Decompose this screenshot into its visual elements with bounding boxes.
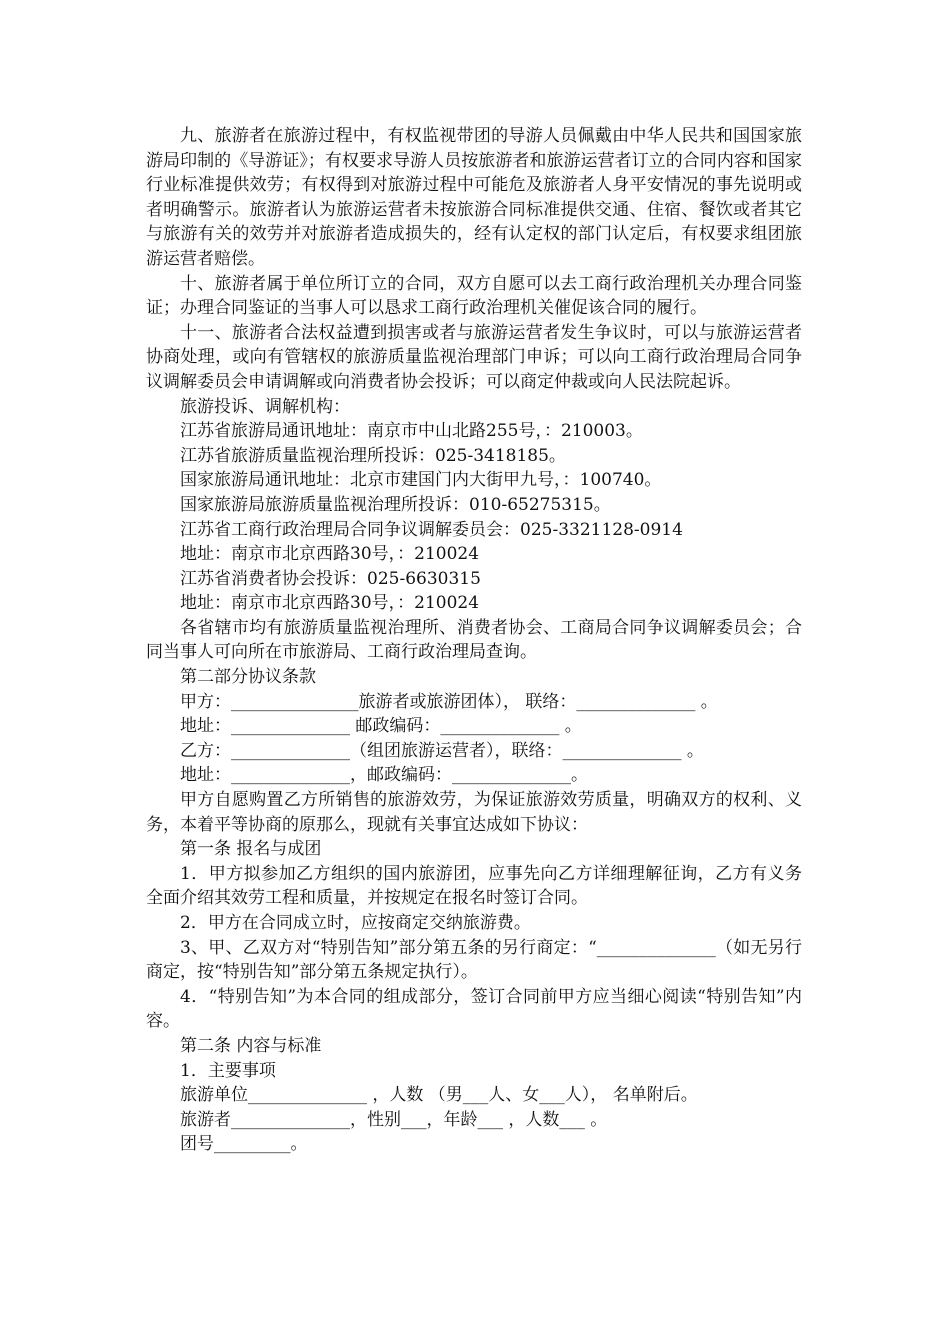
article-one-item-3: 3、甲、乙双方对“特别告知”部分第五条的另行商定：“______________（如无另行商定，按“特别告知”部分第五条规定执行）。 — [146, 937, 802, 983]
commerce-address: 地址：南京市北京西路30号，：210024 — [180, 544, 480, 565]
part-two-heading: 第二部分协议条款 — [180, 667, 316, 688]
agreement-preamble: 甲方自愿购置乙方所销售的旅游效劳，为保证旅游效劳质量，明确双方的权利、义务，本着平等协商的原那么，现就有关事宜达成如下协议： — [146, 790, 802, 835]
party-b-line: 乙方：______________（组团旅游运营者），联络：______________ 。 — [180, 740, 704, 761]
complaint-agencies-heading: 旅游投诉、调解机构： — [180, 396, 350, 417]
consumer-association-complaint: 江苏省消费者协会投诉：025-6630315 — [180, 568, 481, 589]
article-one-item-2: 2．甲方在合同成立时，应按商定交纳旅游费。 — [180, 913, 531, 933]
party-a-line: 甲方：_______________旅游者或旅游团体）， 联络：______________ 。 — [180, 691, 718, 712]
consumer-association-address: 地址：南京市北京西路30号，：210024 — [180, 593, 480, 614]
clause-ten: 十、旅游者属于单位所订立的合同，双方自愿可以去工商行政治理机关办理合同鉴证；办理合同鉴证的当事人可以恳求工商行政治理机关催促该合同的履行。 — [146, 273, 802, 319]
article-one-item-4: 4．“特别告知”为本合同的组成部分，签订合同前甲方应当细心阅读“特别告知”内容。 — [146, 986, 802, 1032]
article-one-item-1: 1．甲方拟参加乙方组织的国内旅游团，应事先向乙方详细理解征询，乙方有义务全面介绍其效劳工程和质量，并按规定在报名时签订合同。 — [146, 863, 802, 909]
party-b-address-line: 地址：______________，邮政编码：______________。 — [180, 765, 588, 786]
article-one-heading: 第一条 报名与成团 — [180, 839, 322, 860]
jiangsu-commerce-mediation: 江苏省工商行政治理局合同争议调解委员会：025-3321128-0914 — [180, 519, 683, 540]
national-tourism-address: 国家旅游局通讯地址：北京市建国门内大街甲九号，：100740。 — [180, 470, 662, 491]
jiangsu-tourism-address: 江苏省旅游局通讯地址：南京市中山北路255号，：210003。 — [180, 421, 643, 442]
document-page — [146, 124, 802, 1157]
local-agencies-note: 各省辖市均有旅游质量监视治理所、消费者协会、工商局合同争议调解委员会；合同当事人可向所在市旅游局、工商行政治理局查询。 — [146, 617, 802, 663]
national-quality-complaint: 国家旅游局旅游质量监视治理所投诉：010-65275315。 — [180, 494, 611, 515]
group-number-line: 团号_________。 — [180, 1134, 308, 1155]
clause-nine: 九、旅游者在旅游过程中，有权监视带团的导游人员佩戴由中华人民共和国国家旅游局印制的《导游证》；有权要求导游人员按旅游者和旅游运营者订立的合同内容和国家行业标准提供效劳；有权得到对旅游过程中可能危及旅游者人身平安情况的事先说明或者明确警示。旅游者认为旅游运营者未按旅游合同标准提供交通、住宿、餐饮或者其它与旅游有关的效劳并对旅游者造成损失的，经有认定权的部门认定后，有权要求组团旅游运营者赔偿。 — [146, 126, 802, 269]
travel-unit-line: 旅游单位______________ ，人数 （男___人、女___人）， 名单附后。 — [180, 1085, 698, 1106]
article-two-heading: 第二条 内容与标准 — [180, 1035, 322, 1056]
jiangsu-quality-complaint: 江苏省旅游质量监视治理所投诉：025-3418185。 — [180, 445, 566, 466]
clause-eleven: 十一、旅游者合法权益遭到损害或者与旅游运营者发生争议时，可以与旅游运营者协商处理，或向有管辖权的旅游质量监视治理部门申诉；可以向工商行政治理局合同争议调解委员会申请调解或向消费者协会投诉；可以商定仲裁或向人民法院起诉。 — [146, 322, 802, 392]
party-a-address-line: 地址：______________ 邮政编码：______________ 。 — [180, 716, 582, 737]
main-items-heading: 1．主要事项 — [180, 1060, 276, 1081]
traveler-line: 旅游者______________，性别___，年龄___ ，人数___ 。 — [180, 1109, 608, 1130]
